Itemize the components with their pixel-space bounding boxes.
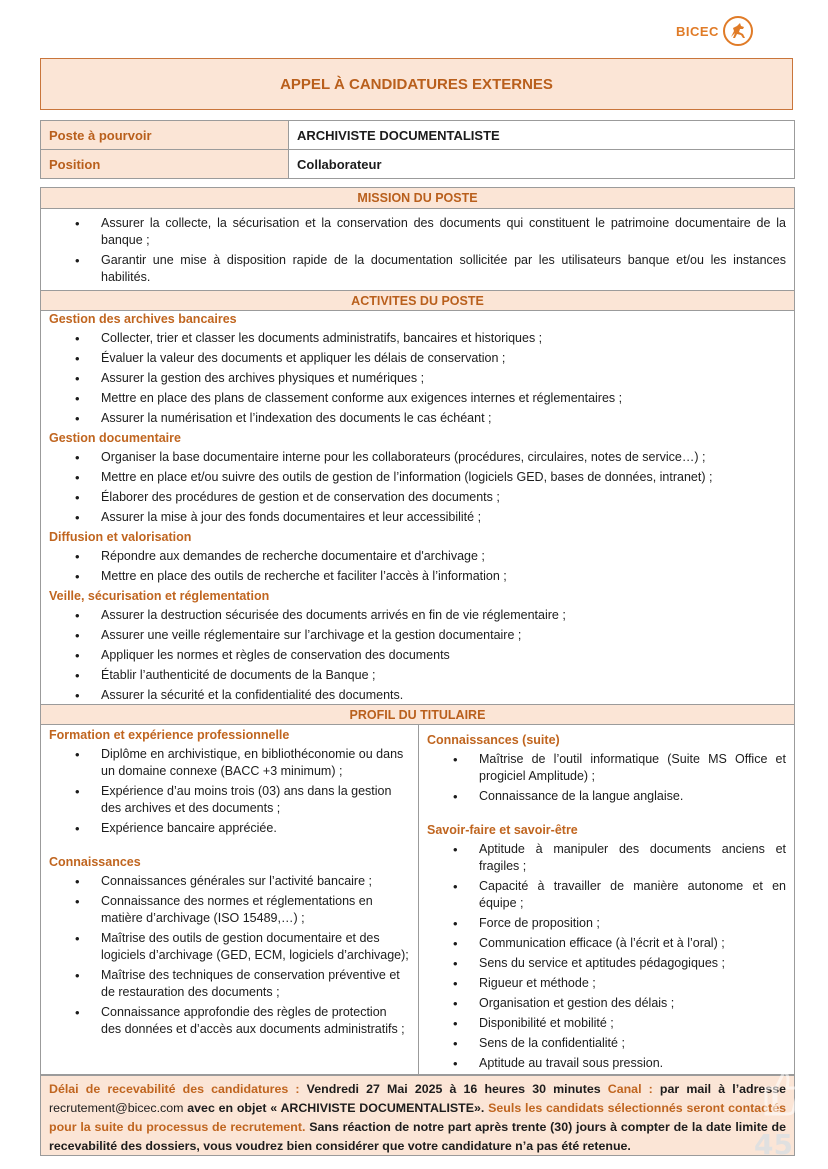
table-row bbox=[41, 150, 795, 179]
profil-columns bbox=[41, 725, 794, 1082]
mission-heading: MISSION DU POSTE bbox=[41, 188, 794, 209]
profil-group-title: Formation et expérience professionnelle bbox=[49, 728, 290, 742]
list-item: • Expérience bancaire appréciée. bbox=[41, 820, 418, 837]
list-item: • Mettre en place des outils de recherche et faciliter l’accès à l’information ; bbox=[41, 568, 794, 585]
logo-text: BICEC bbox=[676, 23, 719, 39]
meta-label-poste: Poste à pourvoir bbox=[41, 121, 289, 150]
list-item: • Maîtrise des outils de gestion documentaire et des logiciels d’archivage (GED, ECM, logiciels d’archivage); bbox=[41, 930, 418, 964]
list-item: • Communication efficace (à l’écrit et à l’oral) ; bbox=[419, 935, 794, 952]
delai-label: Délai de recevabilité des candidatures : bbox=[49, 1082, 300, 1096]
list-item: • Mettre en place et/ou suivre des outils de gestion de l’information (logiciels GED, bases de données, intranet) ; bbox=[41, 469, 794, 486]
list-item: • Élaborer des procédures de gestion et de conservation des documents ; bbox=[41, 489, 794, 506]
list-item: • Assurer la mise à jour des fonds documentaires et leur accessibilité ; bbox=[41, 509, 794, 526]
sans-reaction-text: Sans réaction de notre part après trente (30) jours à compter de la date limite de recevabilité des dossiers, vous voudrez bien considérer que votre candidature n’a pas été retenue. bbox=[49, 1120, 787, 1153]
document-title-box bbox=[40, 58, 793, 110]
profil-group-title: Connaissances (suite) bbox=[427, 733, 560, 747]
profil-right-column bbox=[419, 725, 794, 1082]
activites-heading: ACTIVITES DU POSTE bbox=[41, 290, 794, 311]
list-item: • Mettre en place des plans de classement conforme aux exigences internes et réglementaires ; bbox=[41, 390, 794, 407]
list-item: • Garantir une mise à disposition rapide de la documentation sollicitée par les utilisateurs banque et/ou les instances habilités. bbox=[41, 252, 794, 286]
list-item: • Assurer la numérisation et l’indexation des documents le cas échéant ; bbox=[41, 410, 794, 427]
meta-value-poste: ARCHIVISTE DOCUMENTALISTE bbox=[289, 121, 795, 150]
activites-group-list bbox=[41, 548, 794, 585]
list-item: • Assurer la sécurité et la confidentialité des documents. bbox=[41, 687, 794, 704]
list-item: • Maîtrise de l’outil informatique (Suite MS Office et progiciel Amplitude) ; bbox=[419, 751, 794, 785]
list-item: • Collecter, trier et classer les documents administratifs, bancaires et historiques ; bbox=[41, 330, 794, 347]
email-link[interactable]: recrutement@bicec.com bbox=[49, 1101, 184, 1115]
mission-list bbox=[41, 209, 794, 290]
activites-group-title: Gestion des archives bancaires bbox=[49, 312, 237, 326]
list-item: • Évaluer la valeur des documents et appliquer les délais de conservation ; bbox=[41, 350, 794, 367]
table-row bbox=[41, 121, 795, 150]
list-item: • Établir l’authenticité de documents de la Banque ; bbox=[41, 667, 794, 684]
list-item: • Maîtrise des techniques de conservation préventive et de restauration des documents ; bbox=[41, 967, 418, 1001]
profil-group-title: Connaissances bbox=[49, 855, 141, 869]
profil-left-column bbox=[41, 725, 419, 1082]
list-item: • Connaissances générales sur l’activité bancaire ; bbox=[41, 873, 418, 890]
list-item: • Expérience d’au moins trois (03) ans dans la gestion des archives et des documents ; bbox=[41, 783, 418, 817]
profil-group-title: Savoir-faire et savoir-être bbox=[427, 823, 578, 837]
list-item: • Aptitude à manipuler des documents anciens et fragiles ; bbox=[419, 841, 794, 875]
activites-group-list bbox=[41, 330, 794, 427]
profil-group-list bbox=[41, 873, 418, 1038]
list-item: • Organisation et gestion des délais ; bbox=[419, 995, 794, 1012]
list-item: • Force de proposition ; bbox=[419, 915, 794, 932]
list-item: • Assurer la gestion des archives physiques et numériques ; bbox=[41, 370, 794, 387]
list-item: • Assurer une veille réglementaire sur l’archivage et la gestion documentaire ; bbox=[41, 627, 794, 644]
list-item: • Aptitude au travail sous pression. bbox=[419, 1055, 794, 1072]
canal-label: Canal : bbox=[607, 1082, 653, 1096]
profil-group-list bbox=[41, 746, 418, 837]
main-content-box bbox=[40, 187, 795, 1075]
activites-group-list bbox=[41, 449, 794, 526]
horse-icon bbox=[723, 16, 753, 46]
list-item: • Capacité à travailler de manière autonome et en équipe ; bbox=[419, 878, 794, 912]
activites-group-title: Veille, sécurisation et réglementation bbox=[49, 589, 270, 603]
list-item: • Sens du service et aptitudes pédagogiques ; bbox=[419, 955, 794, 972]
activites-group-title: Gestion documentaire bbox=[49, 431, 181, 445]
selection-text: Seuls les candidats sélectionnés seront contactés pour la suite du processus de recrutement. bbox=[49, 1101, 786, 1134]
page-title: APPEL À CANDIDATURES EXTERNES bbox=[280, 75, 553, 93]
list-item: • Répondre aux demandes de recherche documentaire et d'archivage ; bbox=[41, 548, 794, 565]
list-item: • Assurer la destruction sécurisée des documents arrivés en fin de vie réglementaire ; bbox=[41, 607, 794, 624]
list-item: • Disponibilité et mobilité ; bbox=[419, 1015, 794, 1032]
job-meta-table bbox=[40, 120, 795, 179]
list-item: • Rigueur et méthode ; bbox=[419, 975, 794, 992]
activites-group-title: Diffusion et valorisation bbox=[49, 530, 192, 544]
application-footer bbox=[40, 1075, 795, 1156]
profil-heading: PROFIL DU TITULAIRE bbox=[41, 704, 794, 725]
meta-value-position: Collaborateur bbox=[289, 150, 795, 179]
bicec-logo bbox=[676, 16, 753, 46]
canal-value: par mail à l’adresse bbox=[659, 1082, 786, 1096]
objet-text: avec en objet « ARCHIVISTE DOCUMENTALISTE». bbox=[187, 1101, 485, 1115]
activites-group-list bbox=[41, 607, 794, 704]
list-item: • Connaissance des normes et réglementations en matière d’archivage (ISO 15489,…) ; bbox=[41, 893, 418, 927]
list-item: • Connaissance approfondie des règles de protection des données et d’accès aux documents administratifs ; bbox=[41, 1004, 418, 1038]
thumbs-up-icon[interactable] bbox=[760, 1064, 800, 1125]
list-item: • Organiser la base documentaire interne pour les collaborateurs (procédures, circulaires, notes de service…) ; bbox=[41, 449, 794, 466]
list-item: • Appliquer les normes et règles de conservation des documents bbox=[41, 647, 794, 664]
profil-group-list bbox=[419, 841, 794, 1072]
list-item: • Assurer la collecte, la sécurisation et la conservation des documents qui constituent le patrimoine documentaire de la banque ; bbox=[41, 215, 794, 249]
delai-value: Vendredi 27 Mai 2025 à 16 heures 30 minutes bbox=[306, 1082, 601, 1096]
list-item: • Sens de la confidentialité ; bbox=[419, 1035, 794, 1052]
activites-section bbox=[41, 311, 794, 704]
meta-label-position: Position bbox=[41, 150, 289, 179]
page-number: 45 bbox=[754, 1128, 793, 1161]
list-item: • Diplôme en archivistique, en bibliothéconomie ou dans un domaine connexe (BACC +3 minimum) ; bbox=[41, 746, 418, 780]
list-item: • Connaissance de la langue anglaise. bbox=[419, 788, 794, 805]
profil-group-list bbox=[419, 751, 794, 805]
